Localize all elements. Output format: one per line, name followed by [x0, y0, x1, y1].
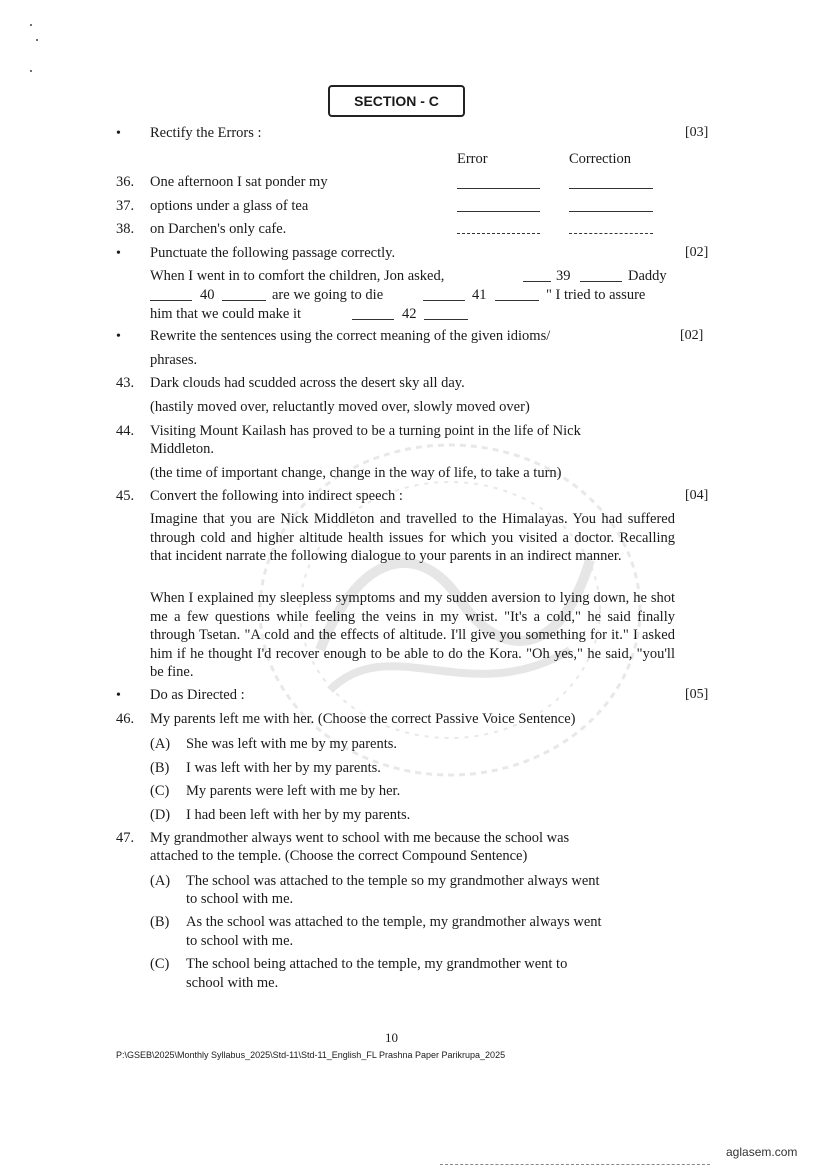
question-text: My parents left me with her. (Choose the correct Passive Voice Sentence): [150, 711, 576, 727]
blank-number: 39: [556, 268, 571, 284]
option-text: She was left with me by my parents.: [186, 736, 398, 752]
marks-label: [02]: [680, 328, 704, 343]
rectify-sentence: One afternoon I sat ponder my: [150, 174, 328, 190]
idiom-sentence: Dark clouds had scudded across the desert sky all day.: [150, 375, 465, 391]
idiom-sentence: Visiting Mount Kailash has proved to be a turning point in the life of Nick: [150, 423, 581, 439]
blank-number: 40: [200, 287, 215, 303]
punctuation-blank: [222, 300, 266, 301]
marks-label: [02]: [685, 245, 709, 260]
question-number: 45.: [116, 488, 135, 504]
option-label: (D): [150, 807, 171, 823]
option-text: school with me.: [186, 975, 279, 991]
option-text: The school was attached to the temple so my grandmother always went: [186, 873, 600, 889]
option-text: The school being attached to the temple, my grandmother went to: [186, 956, 568, 972]
do-as-directed-instruction: Do as Directed :: [150, 687, 245, 703]
marks-label: [04]: [685, 488, 709, 503]
question-number: 38.: [116, 221, 135, 237]
section-title: SECTION - C: [328, 85, 465, 117]
option-text: My parents were left with me by her.: [186, 783, 401, 799]
bullet: •: [116, 329, 121, 344]
idiom-options: (hastily moved over, reluctantly moved over, slowly moved over): [150, 399, 530, 415]
option-label: (A): [150, 736, 171, 752]
scan-speck: [30, 70, 32, 72]
punctuation-blank: [150, 300, 192, 301]
punctuate-instruction: Punctuate the following passage correctly.: [150, 245, 396, 261]
question-number: 37.: [116, 198, 135, 214]
option-label: (C): [150, 783, 170, 799]
passage-text: him that we could make it: [150, 306, 302, 322]
blank-number: 41: [472, 287, 487, 303]
question-number: 46.: [116, 711, 135, 727]
error-column-header: Error: [457, 151, 488, 167]
question-text: attached to the temple. (Choose the correct Compound Sentence): [150, 848, 528, 864]
rectify-instruction: Rectify the Errors :: [150, 125, 262, 141]
blank-number: 42: [402, 306, 417, 322]
punctuation-blank: [352, 319, 394, 320]
site-watermark: aglasem.com: [726, 1145, 798, 1159]
file-path-footer: P:\GSEB\2025\Monthly Syllabus_2025\Std-11\Std-11_English_FL Prashna Paper Parikrupa_2025: [116, 1050, 506, 1060]
punctuation-blank: [495, 300, 539, 301]
punctuation-blank: [580, 281, 622, 282]
page-number: 10: [385, 1030, 398, 1045]
question-number: 36.: [116, 174, 135, 190]
bullet: •: [116, 688, 121, 703]
option-label: (A): [150, 873, 171, 889]
bullet: •: [116, 246, 121, 261]
indirect-speech-context: Imagine that you are Nick Middleton and travelled to the Himalayas. You had suffered through cold and higher altitude health issues for which you visited a doctor. Recalling that incident narrate the following dialogue to your parents in an indirect manner.: [150, 511, 675, 564]
marks-label: [05]: [685, 687, 709, 702]
passage-text: " I tried to assure: [546, 287, 646, 303]
question-number: 44.: [116, 423, 135, 439]
punctuation-blank: [424, 319, 468, 320]
bullet: •: [116, 126, 121, 141]
option-label: (C): [150, 956, 170, 972]
scan-speck: [36, 39, 38, 41]
option-label: (B): [150, 914, 170, 930]
option-text: I was left with her by my parents.: [186, 760, 381, 776]
correction-answer-blank: [569, 233, 653, 234]
idiom-instruction: Rewrite the sentences using the correct meaning of the given idioms/: [150, 328, 551, 344]
indirect-speech-dialogue: When I explained my sleepless symptoms and my sudden aversion to lying down, he shot me a few questions while feeling the veins in my wrist. "It's a cold," he said finally through Tsetan. "A cold and the effects of altitude. I'll give you something for it." I asked him if he thought I'd recover enough to be able to do the Kora. "Oh yes," he said, "you'll be fine.: [150, 590, 675, 680]
question-number: 47.: [116, 830, 135, 846]
option-text: As the school was attached to the temple, my grandmother always went: [186, 914, 602, 930]
option-text: to school with me.: [186, 933, 294, 949]
question-number: 43.: [116, 375, 135, 391]
marks-label: [03]: [685, 125, 709, 140]
error-answer-blank: [457, 233, 540, 234]
rectify-sentence: on Darchen's only cafe.: [150, 221, 287, 237]
indirect-speech-instruction: Convert the following into indirect speech :: [150, 488, 403, 504]
passage-text: When I went in to comfort the children, Jon asked,: [150, 268, 445, 284]
option-text: I had been left with her by my parents.: [186, 807, 411, 823]
passage-text: are we going to die: [272, 287, 384, 303]
error-answer-blank: [457, 188, 540, 189]
idiom-sentence: Middleton.: [150, 441, 215, 457]
punctuation-blank: [523, 281, 551, 282]
passage-text: Daddy: [628, 268, 667, 284]
option-label: (B): [150, 760, 170, 776]
punctuation-blank: [423, 300, 465, 301]
error-answer-blank: [457, 211, 540, 212]
bottom-divider: [440, 1164, 710, 1165]
scan-speck: [30, 24, 32, 26]
correction-answer-blank: [569, 211, 653, 212]
idiom-options: (the time of important change, change in the way of life, to take a turn): [150, 465, 562, 481]
question-text: My grandmother always went to school with me because the school was: [150, 830, 570, 846]
correction-answer-blank: [569, 188, 653, 189]
option-text: to school with me.: [186, 891, 294, 907]
idiom-instruction: phrases.: [150, 352, 198, 368]
correction-column-header: Correction: [569, 151, 632, 167]
rectify-sentence: options under a glass of tea: [150, 198, 309, 214]
